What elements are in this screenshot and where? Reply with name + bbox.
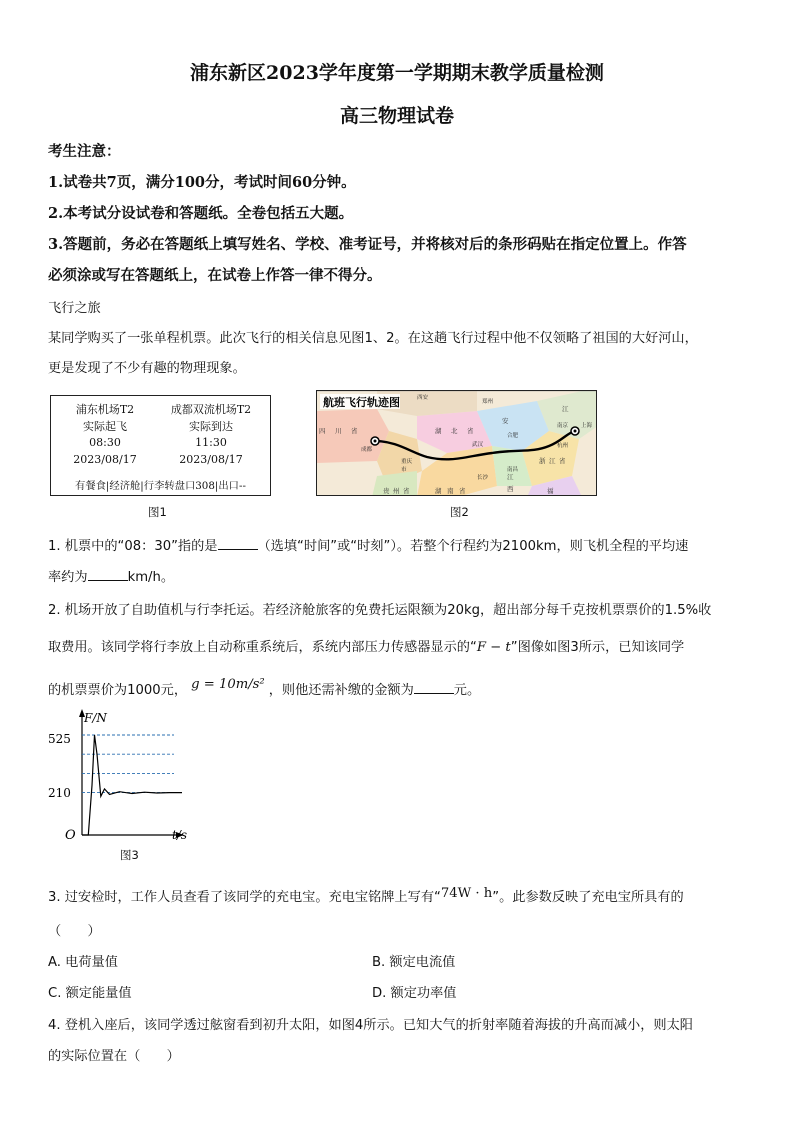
flight-map [316,390,597,496]
option-d[interactable]: D. 额定功率值 [372,986,457,1001]
map-label: 浙 [539,457,546,465]
arrival-time: 11:30 [195,436,227,449]
y-tick-525: 525 [48,732,71,746]
q1-blank-2[interactable] [88,568,128,581]
city-label: 长沙 [477,475,489,481]
question-1-line1 [48,535,688,554]
option-a[interactable]: A. 电荷量值 [48,955,118,970]
question-4-line1: 4. 登机入座后，该同学透过舷窗看到初升太阳，如图4所示。已知大气的折射率随着海拔的升高而减小，则太阳 [48,1018,693,1033]
q2-gravity-formula: g = 10m/s² [191,677,265,692]
q1-text: 1. 机票中的“08：30”指的是 [48,539,218,554]
map-label: 福 [547,487,554,495]
map-label: 江 [562,405,569,413]
y-axis-label: F/N [84,711,107,725]
notice-item: 必须涂或写在答题纸上，在试卷上作答一律不得分。 [48,267,382,284]
map-label: 湖 [435,427,442,435]
map-label: 省 [467,427,474,435]
map-label: 西 [507,485,514,493]
exam-subtitle: 高三物理试卷 [339,105,454,127]
arrival-date: 2023/08/17 [179,452,243,466]
q1-text: 率约为 [48,570,88,585]
exam-title: 浦东新区2023学年度第一学期期末教学质量检测 [190,62,604,84]
figure3-caption: 图3 [120,848,139,862]
q2-text: 的机票票价为1000元， [48,683,188,698]
q1-blank-1[interactable] [218,537,258,550]
map-label: 省 [351,427,358,435]
city-label: 成都 [361,447,373,453]
q3-text: ”。此参数反映了充电宝所具有的 [492,890,684,905]
option-c[interactable]: C. 额定能量值 [48,986,132,1001]
shanghai-dot [574,430,577,433]
question-3-paren: （ ） [48,924,101,939]
map-label: 四 [319,427,326,435]
intro-text: 某同学购买了一张单程机票。此次飞行的相关信息见图1、2。在这趟飞行过程中他不仅领略了祖国的大好河山， [48,331,698,346]
departure-label: 实际起飞 [83,419,127,433]
x-axis-label: t/s [172,828,188,842]
figure1-caption: 图1 [148,505,167,519]
map-label: 省 [403,487,410,495]
chengdu-dot [374,440,377,443]
q2-text: 元。 [453,683,481,698]
city-label: 杭州 [557,443,569,449]
city-label: 南昌 [507,467,519,473]
city-label: 上海 [581,423,593,429]
q2-blank[interactable] [414,681,454,694]
departure-airport: 浦东机场T2 [75,403,135,416]
city-label: 市 [401,467,407,473]
ticket-departure [55,402,155,468]
departure-date: 2023/08/17 [73,452,137,466]
map-svg [317,391,597,496]
q2-text: ，则他还需补缴的金额为 [268,683,414,698]
figure3-graph [40,705,200,865]
map-title: 航班飞行轨迹图 [323,396,400,409]
q3-unit: 74W · h [440,886,493,901]
map-label: 贵 [383,487,390,495]
intro-text: 更是发现了不少有趣的物理现象。 [48,361,246,376]
notice-item: 3.答题前，务必在答题纸上填写姓名、学校、准考证号，并将核对后的条形码贴在指定位置上。作答 [48,236,687,253]
figure2-caption: 图2 [450,505,469,519]
arrival-airport: 成都双流机场T2 [170,403,252,416]
map-label: 湖 [435,487,442,495]
f-t-curve [82,735,182,835]
q1-text: km/h。 [127,570,175,585]
map-label: 川 [335,427,342,435]
question-4-line2: 的实际位置在（ ） [48,1049,180,1064]
map-label: 省 [459,487,466,495]
map-label: 南 [447,487,454,495]
province-sichuan [317,409,389,463]
question-1-line2 [48,566,174,585]
city-label: 南京 [557,423,569,429]
y-tick-210: 210 [48,786,71,800]
city-label: 武汉 [472,442,484,448]
notice-item: 2.本考试分设试卷和答题纸。全卷包括五大题。 [48,205,354,222]
city-label: 合肥 [507,433,519,439]
q2-formula: F − t [476,640,511,655]
q2-text: 取费用。该同学将行李放上自动称重系统后，系统内部压力传感器显示的“ [48,640,477,655]
map-label: 江 [507,473,514,481]
city-label: 郑州 [482,399,494,405]
arrival-label: 实际到达 [189,419,233,433]
ticket-figure [50,395,271,496]
map-label: 江 [549,457,556,465]
notice-heading: 考生注意： [48,143,121,160]
departure-time: 08:30 [89,436,121,449]
notice-item: 1.试卷共7页，满分100分，考试时间60分钟。 [48,174,356,191]
city-label: 重庆 [401,459,413,465]
map-label: 北 [451,427,458,435]
section-title: 飞行之旅 [48,301,101,316]
ticket-arrival [161,402,261,468]
origin-label: O [65,828,76,843]
question-2-line3 [48,679,480,698]
ticket-footer: 有餐食|经济舱|行李转盘口308|出口-- [75,480,246,492]
q1-text: （选填“时间”或“时刻”）。若整个行程约为2100km，则飞机全程的平均速 [257,539,689,554]
question-3-line1 [48,886,684,905]
q3-text: 3. 过安检时，工作人员查看了该同学的充电宝。充电宝铭牌上写有“ [48,890,441,905]
map-label: 省 [559,457,566,465]
question-2-line2 [48,636,684,655]
map-label: 州 [393,487,400,495]
q2-text: ”图像如图3所示，已知该同学 [510,640,685,655]
option-b[interactable]: B. 额定电流值 [372,955,456,970]
map-label: 安 [502,417,509,425]
city-label: 西安 [417,395,429,401]
question-2-line1: 2. 机场开放了自助值机与行李托运。若经济舱旅客的免费托运限额为20kg，超出部分每千克按机票票价的1.5%收 [48,603,712,618]
